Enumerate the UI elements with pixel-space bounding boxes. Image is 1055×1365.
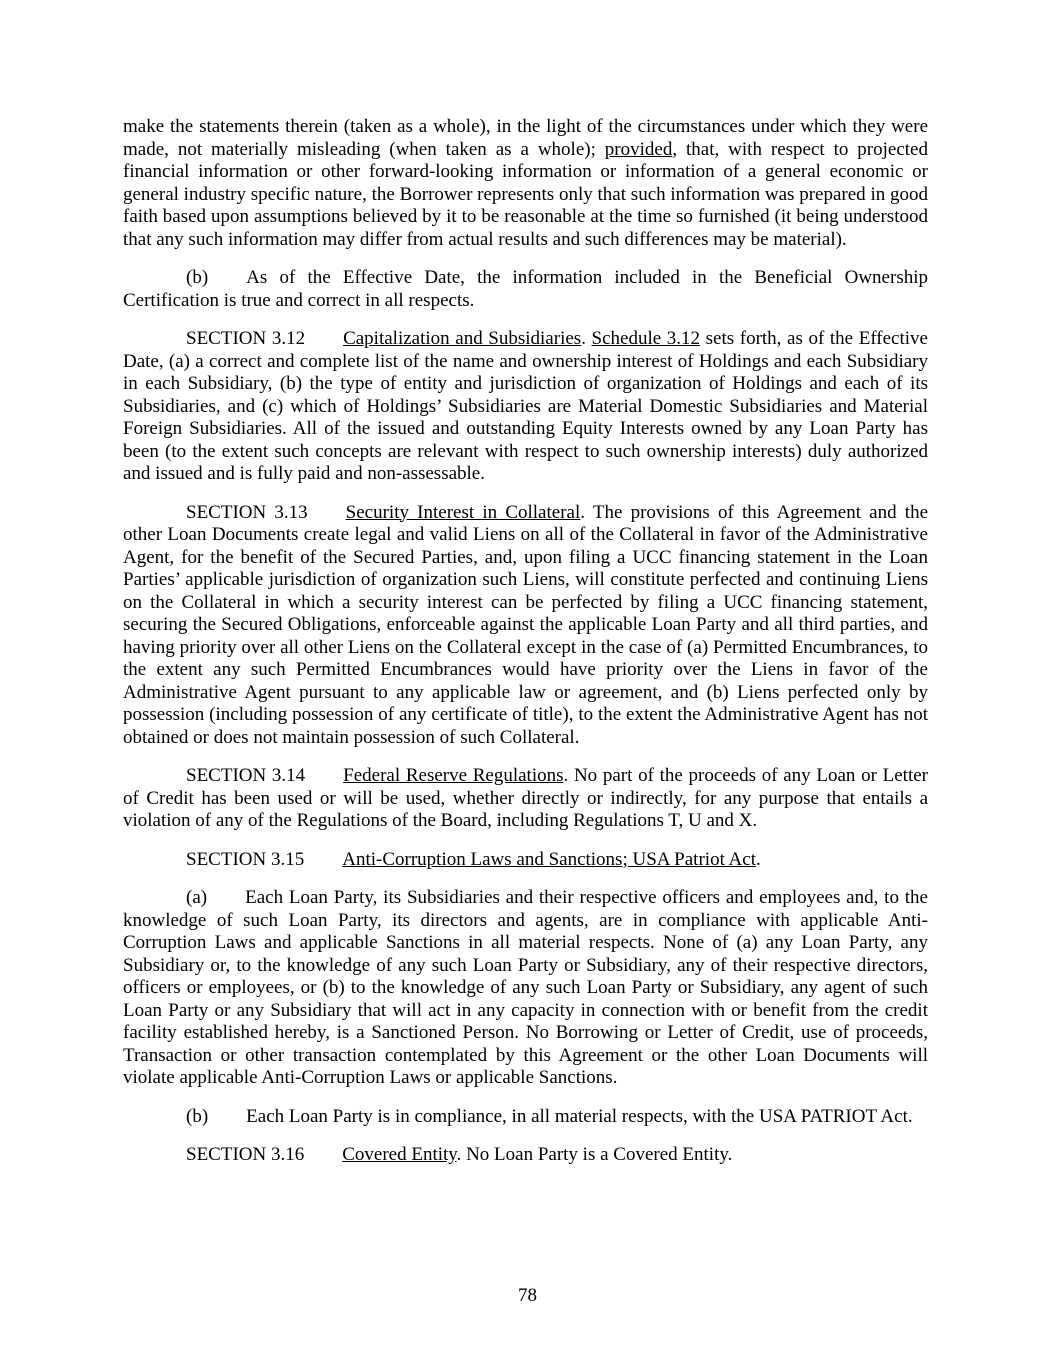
body-text: Each Loan Party, its Subsidiaries and their respective officers and employees and, to the knowledge of such Loan Party, its directors and agents, are in compliance with applicable Anti-Corruption Laws and applicable Sanctions in all material respects. None of (a) any Loan Party, any Subsidiary or, to the knowledge of any such Loan Party or Subsidiary, any of their respective directors, officers or employees, or (b) to the knowledge of any such Loan Party or Subsidiary, any agent of such Loan Party or any Subsidiary that will act in any capacity in connection with or benefit from the credit facility established hereby, is a Sanctioned Person. No Borrowing or Letter of Credit, use of proceeds, Transaction or other transaction contemplated by this Agreement or the other Loan Documents will violate applicable Anti-Corruption Laws or applicable Sanctions. <box>123 887 928 1088</box>
body-text: As of the Effective Date, the information included in the Beneficial Ownership Certification is true and correct in all respects. <box>123 267 928 311</box>
section-3-16 <box>123 1144 928 1167</box>
underlined-term-provided: provided <box>604 138 673 160</box>
section-label: SECTION 3.16 <box>186 1144 305 1165</box>
section-heading: Covered Entity <box>342 1144 457 1165</box>
body-text: , that, with respect to projected financial information or other forward-looking information or information of a general economic or general industry specific nature, the Borrower represents only that such information was prepared in good faith based upon assumptions believed by it to be reasonable at the time so furnished (it being understood that any such information may differ from actual results and such differences may be material). <box>123 138 928 250</box>
body-text: . No Loan Party is a Covered Entity. <box>456 1144 733 1165</box>
clause-label: (a) <box>186 887 208 908</box>
body-text: . No part of the proceeds of any Loan or Letter of Credit has been used or will be used, whether directly or indirectly, for any purpose that entails a violation of any of the Regulations of the Board, including Regulations T, U and X. <box>123 765 928 831</box>
section-label: SECTION 3.13 <box>186 501 308 523</box>
section-heading: Anti-Corruption Laws and Sanctions; USA Patriot Act <box>342 848 756 870</box>
section-3-12 <box>123 328 928 486</box>
section-heading: Capitalization and Subsidiaries <box>343 328 582 349</box>
body-text: . The provisions of this Agreement and the other Loan Documents create legal and valid Liens on all of the Collateral in favor of the Administrative Agent, for the benefit of the Secured Parties, and, upon filing a UCC financing statement in the Loan Parties’ applicable jurisdiction of organization such Liens, will constitute perfected and continuing Liens on the Collateral in which a security interest can be perfected by filing a UCC financing statement, securing the Secured Obligations, enforceable against the applicable Loan Party and all third parties, and having priority over all other Liens on the Collateral except in the case of (a) Permitted Encumbrances, to the extent any such Permitted Encumbrances would have priority over the Liens in favor of the Administrative Agent pursuant to any applicable law or agreement, and (b) Liens perfected only by possession (including possession of any certificate of title), to the extent the Administrative Agent has not obtained or does not maintain possession of such Collateral. <box>123 501 929 748</box>
body-text: . <box>756 848 761 870</box>
section-3-14 <box>123 765 928 833</box>
section-heading: Federal Reserve Regulations <box>343 765 564 786</box>
body-text: sets forth, as of the Effective Date, (a) a correct and complete list of the name and ownership interest of Holdings and each Subsidiary in each Subsidiary, (b) the type of entity and jurisdiction of organization of Holdings and each of its Subsidiaries, and (c) which of Holdings’ Subsidiaries are Material Domestic Subsidiaries and Material Foreign Subsidiaries. All of the issued and outstanding Equity Interests owned by any Loan Party has been (to the extent such concepts are relevant with respect to such ownership interests) duly authorized and issued and is fully paid and non-assessable. <box>123 328 928 484</box>
schedule-reference: Schedule 3.12 <box>591 328 701 349</box>
body-text: make the statements therein (taken as a whole), in the light of the circumstances under which they were made, not materially misleading (when taken as a whole); <box>123 116 928 160</box>
paragraph-continuation <box>123 116 928 251</box>
section-3-15 <box>123 849 928 872</box>
clause-b-patriot <box>123 1106 928 1129</box>
clause-label: (b) <box>186 1105 209 1127</box>
clause-label: (b) <box>186 267 209 288</box>
clause-a-compliance <box>123 887 928 1090</box>
section-heading: Security Interest in Collateral <box>345 501 581 523</box>
section-label: SECTION 3.14 <box>186 765 306 786</box>
page-number: 78 <box>518 1284 537 1306</box>
section-3-13 <box>123 502 928 750</box>
section-label: SECTION 3.15 <box>186 848 305 870</box>
section-label: SECTION 3.12 <box>186 328 306 349</box>
body-text: . <box>581 328 592 349</box>
body-text: Each Loan Party is in compliance, in all material respects, with the USA PATRIOT Act. <box>246 1105 913 1127</box>
clause-b-effective-date <box>123 267 928 312</box>
